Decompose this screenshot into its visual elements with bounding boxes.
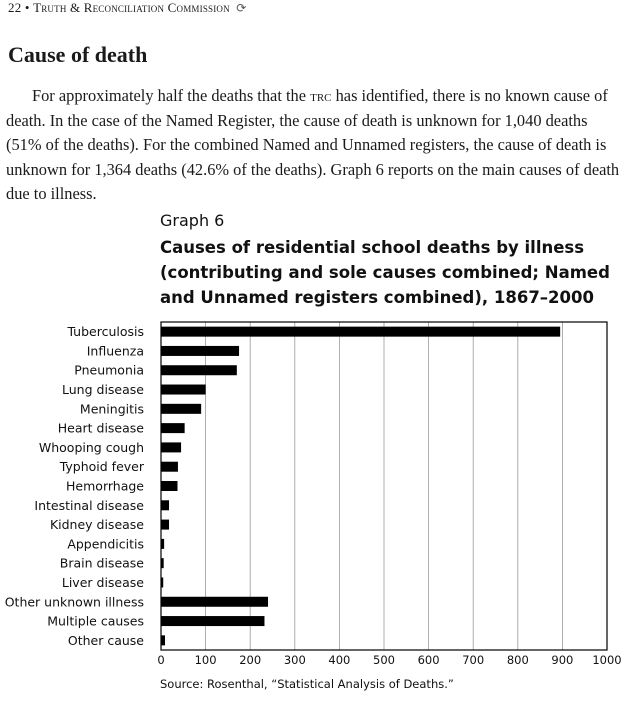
section-title: Cause of death bbox=[8, 42, 148, 67]
category-label: Multiple causes bbox=[47, 613, 144, 629]
x-tick-label: 200 bbox=[239, 653, 262, 667]
graph-number: Graph 6 bbox=[160, 211, 225, 230]
paragraph-abbr: trc bbox=[310, 86, 332, 105]
category-label: Lung disease bbox=[62, 382, 144, 398]
x-tick-label: 600 bbox=[417, 653, 440, 667]
bar bbox=[161, 597, 268, 607]
bar bbox=[161, 481, 178, 491]
category-label: Intestinal disease bbox=[34, 497, 144, 513]
bar bbox=[161, 346, 239, 356]
x-tick-label: 100 bbox=[194, 653, 217, 667]
graph-title: Causes of residential school deaths by illness (contributing and sole causes combined; Named and Unnamed registers combined), 1867–2000 bbox=[160, 238, 610, 307]
bar-chart bbox=[0, 318, 636, 668]
running-head-separator: • bbox=[24, 0, 30, 15]
category-label: Other cause bbox=[67, 632, 144, 648]
category-label: Whooping cough bbox=[38, 439, 144, 455]
x-tick-label: 0 bbox=[157, 653, 165, 667]
body-paragraph bbox=[6, 84, 622, 207]
running-head bbox=[8, 0, 247, 16]
bar bbox=[161, 520, 169, 530]
page-number: 22 bbox=[8, 0, 22, 15]
bar bbox=[161, 577, 163, 587]
category-label: Influenza bbox=[86, 343, 144, 359]
bar bbox=[161, 423, 185, 433]
category-label: Heart disease bbox=[57, 420, 144, 436]
loading-spinner-icon: ⟳ bbox=[236, 1, 247, 15]
bar bbox=[161, 404, 201, 414]
category-label: Hemorrhage bbox=[66, 478, 144, 494]
category-label: Other unknown illness bbox=[4, 594, 144, 610]
bar bbox=[161, 539, 164, 549]
category-label: Liver disease bbox=[61, 574, 144, 590]
bar bbox=[161, 365, 237, 375]
bar bbox=[161, 558, 164, 568]
category-label: Pneumonia bbox=[74, 362, 144, 378]
category-label: Brain disease bbox=[59, 555, 144, 571]
x-tick-label: 800 bbox=[506, 653, 529, 667]
x-tick-label: 1000 bbox=[592, 653, 622, 667]
bar bbox=[161, 635, 165, 645]
bar bbox=[161, 327, 560, 337]
x-tick-label: 300 bbox=[283, 653, 306, 667]
x-tick-label: 700 bbox=[462, 653, 485, 667]
x-tick-label: 500 bbox=[373, 653, 395, 667]
x-tick-label: 400 bbox=[328, 653, 351, 667]
category-label: Kidney disease bbox=[49, 517, 144, 533]
graph-source: Source: Rosenthal, “Statistical Analysis of Deaths.” bbox=[160, 677, 454, 691]
category-label: Appendicitis bbox=[67, 536, 144, 552]
category-label: Typhoid fever bbox=[59, 459, 144, 475]
paragraph-text-1: For approximately half the deaths that the bbox=[32, 86, 311, 105]
category-label: Meningitis bbox=[79, 401, 144, 417]
running-head-title: Truth & Reconciliation Commission bbox=[33, 0, 230, 15]
bar bbox=[161, 385, 206, 395]
paragraph-text-2: has identified, there is no known cause of death. In the case of the Named Register, the cause of death is unknown for 1,040 deaths (51% of the deaths). For the combined Named and Unnamed registers, the cause of death is unknown for 1,364 deaths (42.6% of the deaths). Graph 6 reports on the main causes of death due to illness. bbox=[6, 86, 620, 203]
bar bbox=[161, 616, 264, 626]
x-tick-label: 900 bbox=[551, 653, 574, 667]
bar bbox=[161, 462, 178, 472]
bar bbox=[161, 500, 169, 510]
category-label: Tuberculosis bbox=[67, 324, 144, 340]
bar bbox=[161, 442, 181, 452]
